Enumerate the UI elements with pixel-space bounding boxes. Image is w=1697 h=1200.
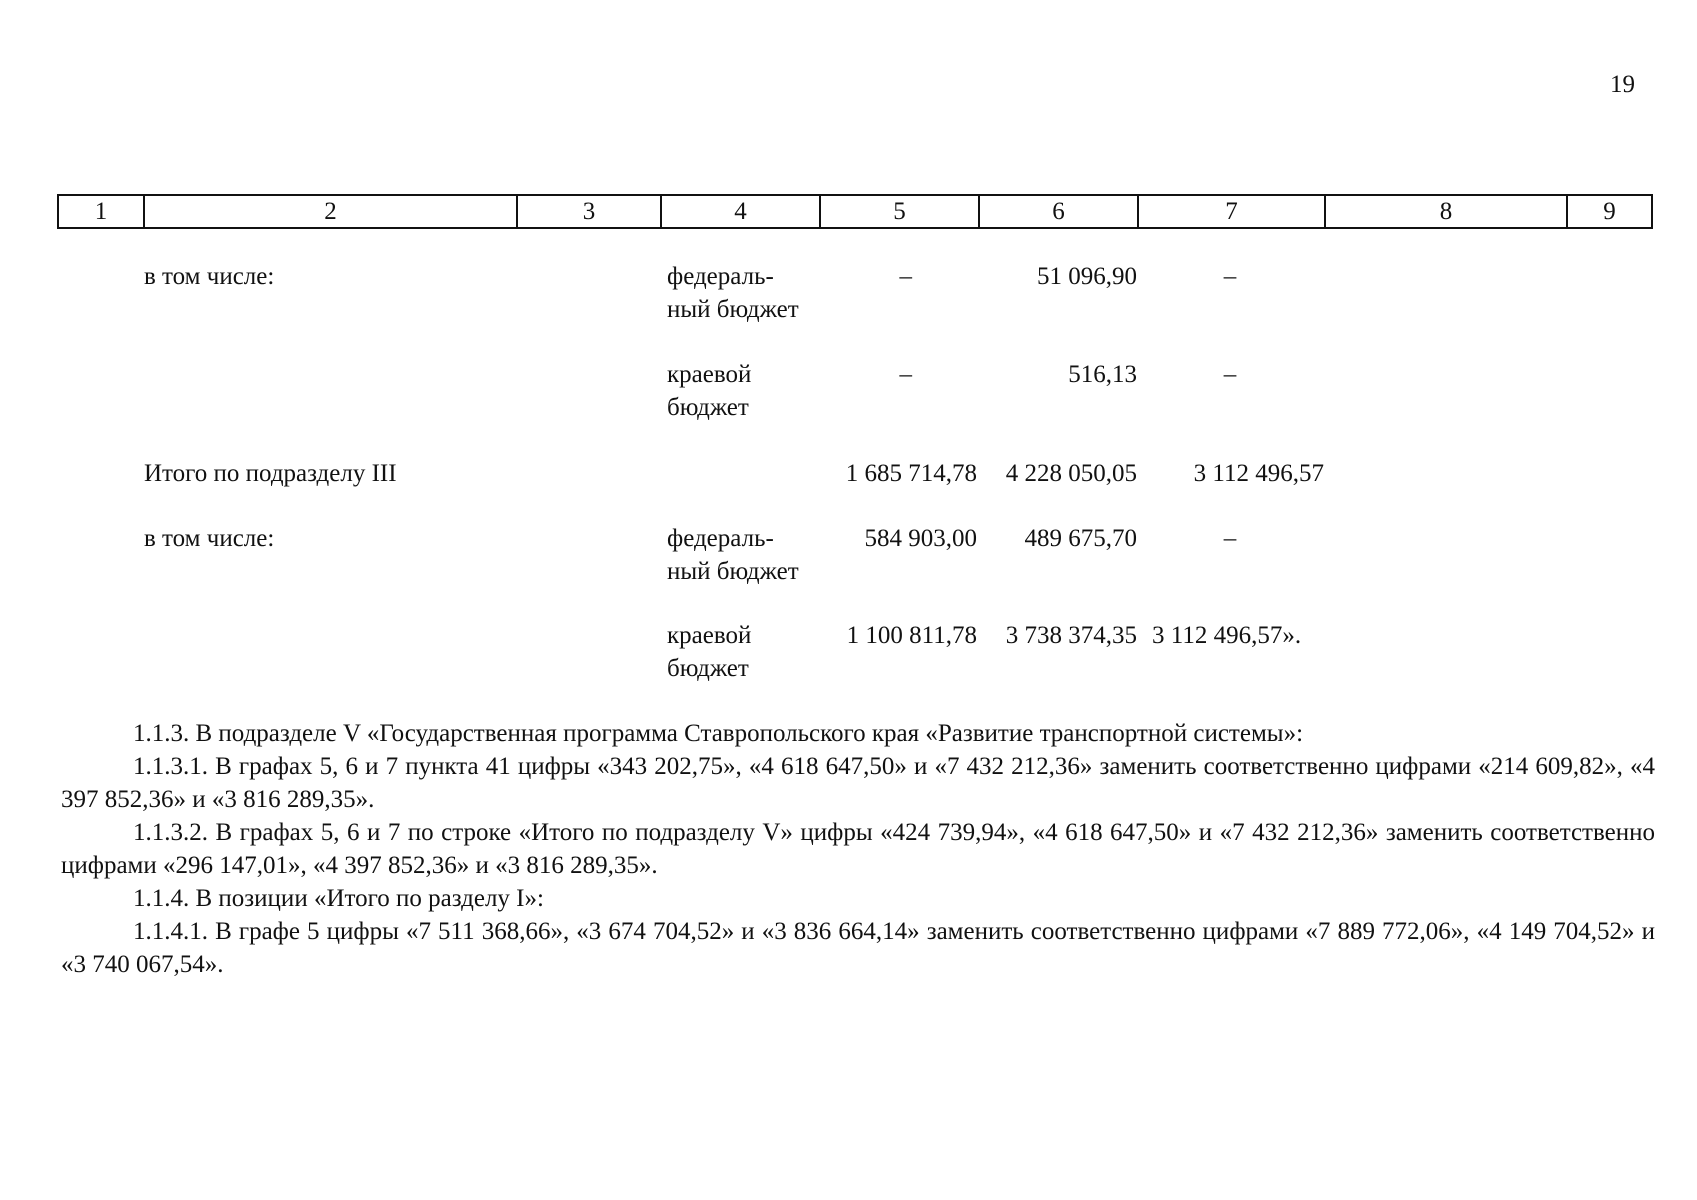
value-col-6: 4 228 050,05 bbox=[1005, 460, 1137, 487]
funding-source: краевой bbox=[667, 361, 752, 388]
value-col-5: 1 685 714,78 bbox=[845, 460, 977, 487]
funding-source: краевой bbox=[667, 622, 752, 649]
funding-source: ный бюджет bbox=[667, 558, 799, 585]
header-cell: 9 bbox=[1567, 195, 1652, 228]
row-label: в том числе: bbox=[144, 525, 275, 552]
value-col-6: 489 675,70 bbox=[1024, 525, 1137, 552]
value-col-7: – bbox=[1223, 525, 1237, 552]
funding-source: бюджет bbox=[667, 655, 749, 682]
value-col-5: 1 100 811,78 bbox=[846, 622, 977, 649]
value-col-7: – bbox=[1223, 361, 1237, 388]
value-col-7: 3 112 496,57». bbox=[1152, 622, 1302, 649]
row-label: Итого по подразделу III bbox=[144, 460, 397, 487]
header-cell: 5 bbox=[820, 195, 979, 228]
header-cell: 2 bbox=[144, 195, 517, 228]
header-row bbox=[58, 195, 1652, 228]
value-col-6: 516,13 bbox=[1068, 361, 1137, 388]
column-number-header bbox=[57, 194, 1653, 229]
value-col-6: 3 738 374,35 bbox=[1005, 622, 1137, 649]
amendment-paragraph: 1.1.3.1. В графах 5, 6 и 7 пункта 41 цифры «343 202,75», «4 618 647,50» и «7 432 212,36» заменить соответственно цифрами «214 609,82», «4 397 852,36» и «3 816 289,35». bbox=[61, 753, 1655, 813]
value-col-6: 51 096,90 bbox=[1037, 263, 1137, 290]
header-cell: 1 bbox=[58, 195, 144, 228]
header-cell: 4 bbox=[661, 195, 820, 228]
funding-source: бюджет bbox=[667, 394, 749, 421]
amendment-paragraph: 1.1.4. В позиции «Итого по разделу I»: bbox=[133, 885, 544, 912]
row-label: в том числе: bbox=[144, 263, 275, 290]
header-cell: 7 bbox=[1138, 195, 1325, 228]
header-cell: 6 bbox=[979, 195, 1138, 228]
value-col-7: – bbox=[1223, 263, 1237, 290]
value-col-5: 584 903,00 bbox=[864, 525, 977, 552]
amendment-paragraph: 1.1.3.2. В графах 5, 6 и 7 по строке «Итого по подразделу V» цифры «424 739,94», «4 618 647,50» и «7 432 212,36» заменить соответственно цифрами «296 147,01», «4 397 852,36» и «3 816 289,35». bbox=[61, 819, 1655, 879]
value-col-5: – bbox=[899, 263, 912, 290]
page-number: 19 bbox=[1610, 71, 1635, 98]
header-cell: 3 bbox=[517, 195, 661, 228]
amendment-paragraph: 1.1.3. В подразделе V «Государственная программа Ставропольского края «Развитие транспортной системы»: bbox=[133, 720, 1304, 747]
value-col-5: – bbox=[899, 361, 912, 388]
header-cell: 8 bbox=[1325, 195, 1567, 228]
funding-source: ный бюджет bbox=[667, 296, 799, 323]
amendment-paragraph: 1.1.4.1. В графе 5 цифры «7 511 368,66», «3 674 704,52» и «3 836 664,14» заменить соответственно цифрами «7 889 772,06», «4 149 704,52» и «3 740 067,54». bbox=[61, 918, 1655, 978]
funding-source: федераль- bbox=[667, 263, 774, 290]
funding-source: федераль- bbox=[667, 525, 774, 552]
value-col-7: 3 112 496,57 bbox=[1193, 460, 1324, 487]
